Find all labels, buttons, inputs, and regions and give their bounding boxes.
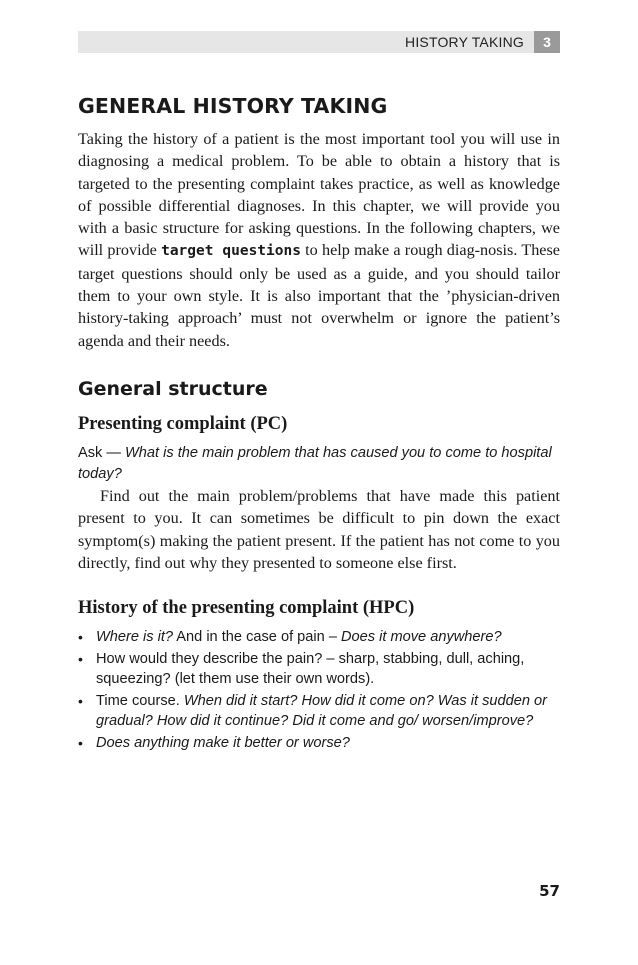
hpc-bullet-4-italic: Does anything make it better or worse?	[96, 734, 350, 751]
pc-ask-prefix: Ask —	[78, 444, 126, 461]
hpc-bullet-1-italic-a: Where is it?	[96, 629, 174, 646]
general-structure-heading: General structure	[78, 377, 268, 400]
hpc-bullet-list	[78, 627, 560, 753]
hpc-heading: History of the presenting complaint (HPC)	[78, 598, 415, 619]
chapter-number-badge: 3	[534, 31, 560, 53]
pc-ask-line	[78, 443, 560, 485]
hpc-bullet-2-text: How would they describe the pain? – sharp, stabbing, dull, aching, squeezing? (let them use their own words).	[96, 650, 525, 688]
pc-ask-question: What is the main problem that has caused you to come to hospital today?	[78, 444, 552, 482]
intro-bold-term: target questions	[161, 243, 301, 260]
hpc-bullet-1-italic-b: Does it move anywhere?	[341, 629, 502, 646]
page-content	[78, 94, 560, 754]
hpc-bullet-1	[78, 627, 560, 648]
intro-paragraph	[78, 128, 560, 352]
hpc-bullet-3	[78, 691, 560, 732]
running-head-title: HISTORY TAKING	[405, 34, 524, 50]
section-title: GENERAL HISTORY TAKING	[78, 94, 388, 118]
hpc-bullet-3-normal: Time course.	[96, 692, 184, 709]
pc-body-paragraph: Find out the main problem/problems that have made this patient present to you. It can sometimes be difficult to pin down the exact symptom(s) making the patient present. If the patient has not come to you directly, find out why they presented to someone else first.	[78, 486, 560, 572]
running-head	[78, 31, 560, 53]
intro-text-1: Taking the history of a patient is the most important tool you will use in diagnosing a medical problem. To be able to obtain a history that is targeted to the presenting complaint takes practice, as well as knowledge of possible differential diagnoses. In this chapter, we will provide you with a basic structure for asking questions. In the following chapters, we will provide	[78, 130, 560, 260]
intro-text-2: to help make a rough diag-nosis. These target questions should only be used as a guide, and you should tailor them to your own style. It is also important that the ’physician-driven history-taking approach’ must not overwhelm or ignore the patient’s agenda and their needs.	[78, 241, 560, 350]
hpc-bullet-3-italic: When did it start? How did it come on? Was it sudden or gradual? How did it continue? Did it come and go/ worsen/improve?	[96, 692, 547, 730]
hpc-bullet-2	[78, 649, 560, 690]
page-number: 57	[539, 882, 560, 900]
pc-heading: Presenting complaint (PC)	[78, 413, 288, 434]
hpc-bullet-1-normal: And in the case of pain –	[173, 629, 341, 646]
hpc-bullet-4	[78, 733, 560, 754]
